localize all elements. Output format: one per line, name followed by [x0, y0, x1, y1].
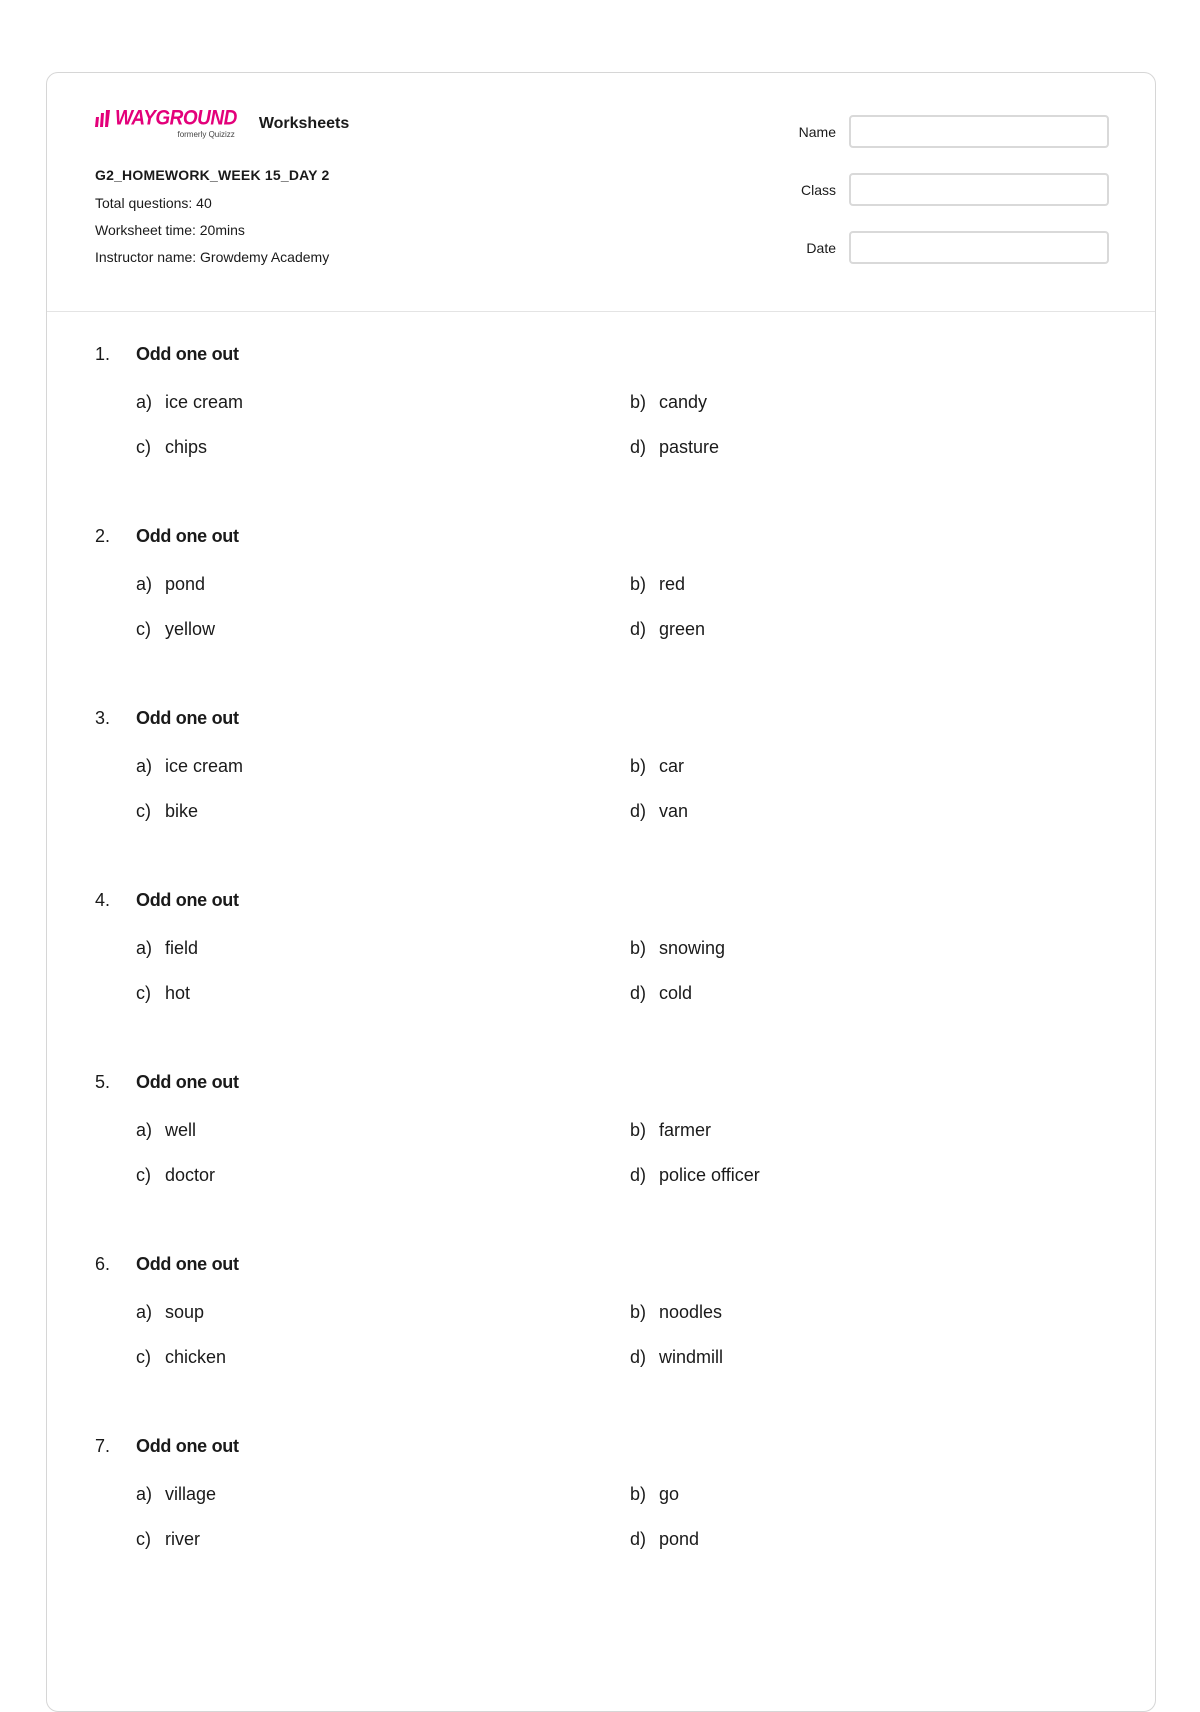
option-letter: d) [630, 436, 647, 457]
option-text: pond [659, 1528, 700, 1549]
question-number: 6. [95, 1253, 111, 1274]
option-letter: b) [630, 937, 647, 958]
question-number: 1. [95, 343, 111, 364]
option-text: car [659, 755, 685, 776]
option-letter: d) [630, 1346, 647, 1367]
option-c[interactable] [136, 1526, 630, 1552]
option-text: well [165, 1119, 197, 1140]
date-label: Date [806, 239, 836, 256]
question-text: Odd one out [136, 707, 239, 728]
option-letter: c) [136, 1164, 151, 1185]
option-text: red [659, 573, 686, 594]
option-d[interactable] [630, 1526, 1030, 1552]
option-letter: b) [630, 755, 647, 776]
option-c[interactable] [136, 980, 630, 1006]
option-c[interactable] [136, 1162, 630, 1188]
option-b[interactable] [630, 935, 1030, 961]
option-a[interactable] [136, 1299, 630, 1325]
logo-wordmark: WAYGROUND [115, 106, 237, 130]
question-text: Odd one out [136, 1071, 239, 1092]
option-a[interactable] [136, 935, 630, 961]
option-letter: d) [630, 800, 647, 821]
option-letter: c) [136, 800, 151, 821]
option-letter: d) [630, 1528, 647, 1549]
class-label: Class [800, 181, 836, 198]
option-letter: d) [630, 1164, 647, 1185]
option-letter: c) [136, 982, 151, 1003]
wayground-logo [95, 106, 237, 139]
option-letter: a) [136, 573, 153, 594]
option-letter: b) [630, 573, 647, 594]
option-letter: a) [136, 1301, 153, 1322]
question-text: Odd one out [136, 889, 239, 910]
option-text: ice cream [165, 391, 244, 412]
date-field-row [799, 231, 1109, 264]
name-label: Name [798, 123, 836, 140]
option-text: field [165, 937, 199, 958]
option-text: chips [165, 436, 208, 457]
option-text: police officer [659, 1164, 760, 1185]
option-b[interactable] [630, 1481, 1030, 1507]
option-d[interactable] [630, 434, 1030, 460]
option-letter: c) [136, 1346, 151, 1367]
student-fields [799, 115, 1109, 289]
question-number: 7. [95, 1435, 111, 1456]
option-text: yellow [165, 618, 216, 639]
question-2 [95, 523, 1095, 705]
question-text: Odd one out [136, 1253, 239, 1274]
option-text: cold [659, 982, 693, 1003]
option-letter: a) [136, 755, 153, 776]
option-text: doctor [165, 1164, 216, 1185]
question-number: 4. [95, 889, 111, 910]
option-text: bike [165, 800, 199, 821]
option-text: van [659, 800, 689, 821]
option-text: village [165, 1483, 217, 1504]
option-letter: c) [136, 618, 151, 639]
option-a[interactable] [136, 1117, 630, 1143]
question-3 [95, 705, 1095, 887]
total-questions: Total questions: 40 [95, 195, 212, 211]
question-4 [95, 887, 1095, 1069]
option-text: pasture [659, 436, 720, 457]
option-letter: b) [630, 1483, 647, 1504]
answer-options [136, 753, 1095, 824]
question-5 [95, 1069, 1095, 1251]
option-text: pond [165, 573, 206, 594]
option-a[interactable] [136, 1481, 630, 1507]
question-text: Odd one out [136, 525, 239, 546]
option-c[interactable] [136, 434, 630, 460]
option-text: hot [165, 982, 191, 1003]
question-number: 3. [95, 707, 111, 728]
option-letter: a) [136, 1119, 153, 1140]
date-field[interactable] [849, 231, 1109, 264]
option-d[interactable] [630, 980, 1030, 1006]
worksheet-title: G2_HOMEWORK_WEEK 15_DAY 2 [95, 167, 330, 183]
option-text: go [659, 1483, 680, 1504]
option-text: candy [659, 391, 708, 412]
option-letter: d) [630, 618, 647, 639]
option-letter: c) [136, 436, 151, 457]
logo-mark-icon [95, 110, 111, 128]
question-number: 2. [95, 525, 111, 546]
option-text: noodles [659, 1301, 723, 1322]
option-a[interactable] [136, 753, 630, 779]
option-d[interactable] [630, 1344, 1030, 1370]
option-letter: a) [136, 1483, 153, 1504]
worksheet-time: Worksheet time: 20mins [95, 222, 245, 238]
option-letter: a) [136, 391, 153, 412]
option-letter: b) [630, 1119, 647, 1140]
class-field[interactable] [849, 173, 1109, 206]
logo-subtitle: formerly Quizizz [177, 130, 235, 139]
option-c[interactable] [136, 1344, 630, 1370]
question-7 [95, 1433, 1095, 1615]
option-letter: c) [136, 1528, 151, 1549]
name-field-row [799, 115, 1109, 148]
option-b[interactable] [630, 1299, 1030, 1325]
option-letter: a) [136, 937, 153, 958]
option-text: soup [165, 1301, 205, 1322]
question-6 [95, 1251, 1095, 1433]
option-letter: b) [630, 391, 647, 412]
question-1 [95, 341, 1095, 523]
option-d[interactable] [630, 1162, 1030, 1188]
option-a[interactable] [136, 389, 630, 415]
option-text: ice cream [165, 755, 244, 776]
option-d[interactable] [630, 616, 1030, 642]
option-d[interactable] [630, 798, 1030, 824]
option-b[interactable] [630, 753, 1030, 779]
option-text: windmill [659, 1346, 724, 1367]
question-number: 5. [95, 1071, 111, 1092]
worksheet-page [46, 72, 1156, 1712]
answer-options [136, 389, 1095, 460]
worksheet-meta [95, 167, 330, 276]
question-text: Odd one out [136, 343, 239, 364]
class-field-row [799, 173, 1109, 206]
brand [95, 106, 350, 139]
worksheet-header [47, 73, 1155, 312]
option-text: river [165, 1528, 200, 1549]
question-text: Odd one out [136, 1435, 239, 1456]
option-b[interactable] [630, 1117, 1030, 1143]
answer-options [136, 1299, 1095, 1370]
option-c[interactable] [136, 798, 630, 824]
answer-options [136, 1481, 1095, 1552]
question-list [95, 341, 1095, 1615]
option-text: farmer [659, 1119, 712, 1140]
option-b[interactable] [630, 389, 1030, 415]
option-a[interactable] [136, 571, 630, 597]
option-letter: b) [630, 1301, 647, 1322]
option-letter: d) [630, 982, 647, 1003]
instructor-name: Instructor name: Growdemy Academy [95, 249, 330, 265]
option-text: chicken [165, 1346, 227, 1367]
option-b[interactable] [630, 571, 1030, 597]
option-text: green [659, 618, 706, 639]
answer-options [136, 571, 1095, 642]
name-field[interactable] [849, 115, 1109, 148]
answer-options [136, 1117, 1095, 1188]
product-title: Worksheets [258, 115, 350, 132]
answer-options [136, 935, 1095, 1006]
option-c[interactable] [136, 616, 630, 642]
option-text: snowing [659, 937, 726, 958]
